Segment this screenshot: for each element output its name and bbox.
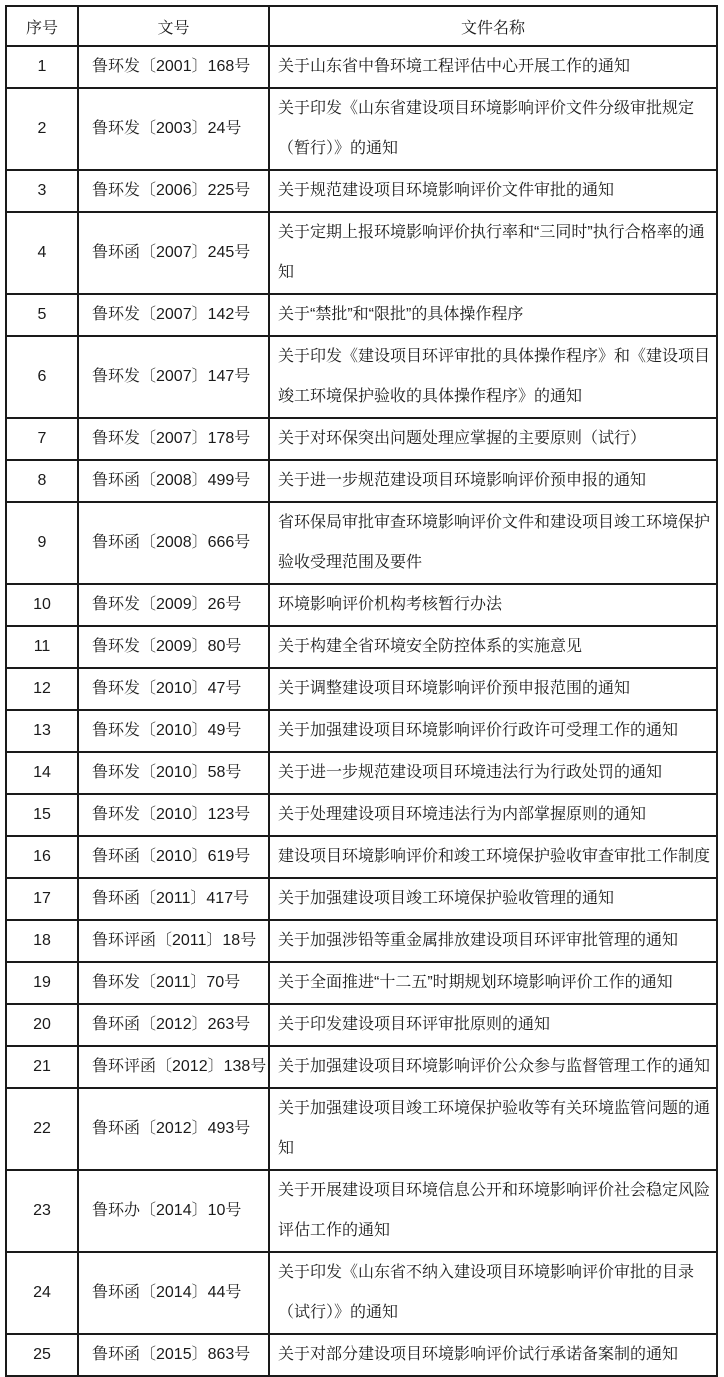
cell-index: 20 xyxy=(6,1004,78,1046)
cell-index: 21 xyxy=(6,1046,78,1088)
cell-docno: 鲁环发〔2006〕225号 xyxy=(78,170,269,212)
table-row xyxy=(6,794,717,836)
cell-index: 16 xyxy=(6,836,78,878)
cell-title: 环境影响评价机构考核暂行办法 xyxy=(269,584,717,626)
regulation-documents-table xyxy=(5,5,718,1377)
cell-docno: 鲁环函〔2015〕863号 xyxy=(78,1334,269,1376)
header-doc-number: 文号 xyxy=(78,6,269,46)
cell-title: 关于对环保突出问题处理应掌握的主要原则（试行） xyxy=(269,418,717,460)
cell-title: 关于“禁批”和“限批”的具体操作程序 xyxy=(269,294,717,336)
table-row xyxy=(6,1334,717,1376)
cell-docno: 鲁环发〔2003〕24号 xyxy=(78,88,269,170)
cell-title: 关于加强建设项目竣工环境保护验收管理的通知 xyxy=(269,878,717,920)
cell-index: 18 xyxy=(6,920,78,962)
cell-index: 12 xyxy=(6,668,78,710)
header-row xyxy=(6,6,717,46)
cell-docno: 鲁环函〔2012〕493号 xyxy=(78,1088,269,1170)
cell-docno: 鲁环发〔2009〕26号 xyxy=(78,584,269,626)
table-row xyxy=(6,1170,717,1252)
cell-docno: 鲁环函〔2008〕499号 xyxy=(78,460,269,502)
cell-title: 关于加强建设项目环境影响评价行政许可受理工作的通知 xyxy=(269,710,717,752)
cell-title: 关于加强涉铅等重金属排放建设项目环评审批管理的通知 xyxy=(269,920,717,962)
cell-docno: 鲁环函〔2010〕619号 xyxy=(78,836,269,878)
cell-index: 24 xyxy=(6,1252,78,1334)
table-row xyxy=(6,836,717,878)
cell-index: 6 xyxy=(6,336,78,418)
cell-title: 关于印发《山东省建设项目环境影响评价文件分级审批规定（暂行）》的通知 xyxy=(269,88,717,170)
cell-title: 关于进一步规范建设项目环境违法行为行政处罚的通知 xyxy=(269,752,717,794)
table-row xyxy=(6,88,717,170)
cell-docno: 鲁环发〔2010〕49号 xyxy=(78,710,269,752)
cell-docno: 鲁环发〔2011〕70号 xyxy=(78,962,269,1004)
cell-index: 25 xyxy=(6,1334,78,1376)
cell-index: 14 xyxy=(6,752,78,794)
cell-title: 关于加强建设项目环境影响评价公众参与监督管理工作的通知 xyxy=(269,1046,717,1088)
cell-title: 关于定期上报环境影响评价执行率和“三同时”执行合格率的通知 xyxy=(269,212,717,294)
cell-title: 关于构建全省环境安全防控体系的实施意见 xyxy=(269,626,717,668)
cell-index: 4 xyxy=(6,212,78,294)
cell-title: 关于对部分建设项目环境影响评价试行承诺备案制的通知 xyxy=(269,1334,717,1376)
table-row xyxy=(6,294,717,336)
cell-docno: 鲁环评函〔2011〕18号 xyxy=(78,920,269,962)
cell-title: 关于处理建设项目环境违法行为内部掌握原则的通知 xyxy=(269,794,717,836)
table-row xyxy=(6,584,717,626)
cell-docno: 鲁环办〔2014〕10号 xyxy=(78,1170,269,1252)
cell-index: 19 xyxy=(6,962,78,1004)
table-row xyxy=(6,502,717,584)
table-row xyxy=(6,418,717,460)
cell-title: 关于调整建设项目环境影响评价预申报范围的通知 xyxy=(269,668,717,710)
cell-index: 10 xyxy=(6,584,78,626)
cell-title: 建设项目环境影响评价和竣工环境保护验收审查审批工作制度 xyxy=(269,836,717,878)
cell-docno: 鲁环函〔2007〕245号 xyxy=(78,212,269,294)
cell-title: 关于开展建设项目环境信息公开和环境影响评价社会稳定风险评估工作的通知 xyxy=(269,1170,717,1252)
table-body xyxy=(6,46,717,1376)
cell-index: 1 xyxy=(6,46,78,88)
table-row xyxy=(6,1004,717,1046)
table-row xyxy=(6,626,717,668)
table-row xyxy=(6,336,717,418)
cell-docno: 鲁环函〔2012〕263号 xyxy=(78,1004,269,1046)
cell-title: 关于加强建设项目竣工环境保护验收等有关环境监管问题的通知 xyxy=(269,1088,717,1170)
table-row xyxy=(6,710,717,752)
table-row xyxy=(6,962,717,1004)
table-row xyxy=(6,752,717,794)
cell-title: 省环保局审批审查环境影响评价文件和建设项目竣工环境保护验收受理范围及要件 xyxy=(269,502,717,584)
cell-index: 3 xyxy=(6,170,78,212)
cell-index: 9 xyxy=(6,502,78,584)
cell-index: 11 xyxy=(6,626,78,668)
cell-docno: 鲁环发〔2007〕147号 xyxy=(78,336,269,418)
cell-title: 关于规范建设项目环境影响评价文件审批的通知 xyxy=(269,170,717,212)
cell-docno: 鲁环发〔2009〕80号 xyxy=(78,626,269,668)
cell-index: 8 xyxy=(6,460,78,502)
cell-index: 23 xyxy=(6,1170,78,1252)
cell-docno: 鲁环发〔2010〕47号 xyxy=(78,668,269,710)
cell-index: 17 xyxy=(6,878,78,920)
cell-docno: 鲁环评函〔2012〕138号 xyxy=(78,1046,269,1088)
cell-docno: 鲁环发〔2010〕123号 xyxy=(78,794,269,836)
table-row xyxy=(6,1088,717,1170)
cell-index: 5 xyxy=(6,294,78,336)
cell-title: 关于印发建设项目环评审批原则的通知 xyxy=(269,1004,717,1046)
cell-docno: 鲁环函〔2014〕44号 xyxy=(78,1252,269,1334)
cell-title: 关于山东省中鲁环境工程评估中心开展工作的通知 xyxy=(269,46,717,88)
cell-docno: 鲁环函〔2011〕417号 xyxy=(78,878,269,920)
cell-title: 关于印发《建设项目环评审批的具体操作程序》和《建设项目竣工环境保护验收的具体操作程序》的通知 xyxy=(269,336,717,418)
cell-title: 关于印发《山东省不纳入建设项目环境影响评价审批的目录（试行）》的通知 xyxy=(269,1252,717,1334)
cell-docno: 鲁环发〔2007〕142号 xyxy=(78,294,269,336)
table-row xyxy=(6,1252,717,1334)
header-title: 文件名称 xyxy=(269,6,717,46)
table-row xyxy=(6,212,717,294)
table-row xyxy=(6,1046,717,1088)
table-row xyxy=(6,170,717,212)
cell-docno: 鲁环发〔2007〕178号 xyxy=(78,418,269,460)
cell-index: 13 xyxy=(6,710,78,752)
cell-docno: 鲁环函〔2008〕666号 xyxy=(78,502,269,584)
cell-index: 22 xyxy=(6,1088,78,1170)
cell-index: 7 xyxy=(6,418,78,460)
cell-title: 关于全面推进“十二五”时期规划环境影响评价工作的通知 xyxy=(269,962,717,1004)
table-row xyxy=(6,878,717,920)
table-row xyxy=(6,920,717,962)
cell-docno: 鲁环发〔2010〕58号 xyxy=(78,752,269,794)
cell-index: 2 xyxy=(6,88,78,170)
cell-docno: 鲁环发〔2001〕168号 xyxy=(78,46,269,88)
cell-index: 15 xyxy=(6,794,78,836)
header-index: 序号 xyxy=(6,6,78,46)
table-row xyxy=(6,668,717,710)
table-row xyxy=(6,46,717,88)
table-header xyxy=(6,6,717,46)
table-row xyxy=(6,460,717,502)
cell-title: 关于进一步规范建设项目环境影响评价预申报的通知 xyxy=(269,460,717,502)
